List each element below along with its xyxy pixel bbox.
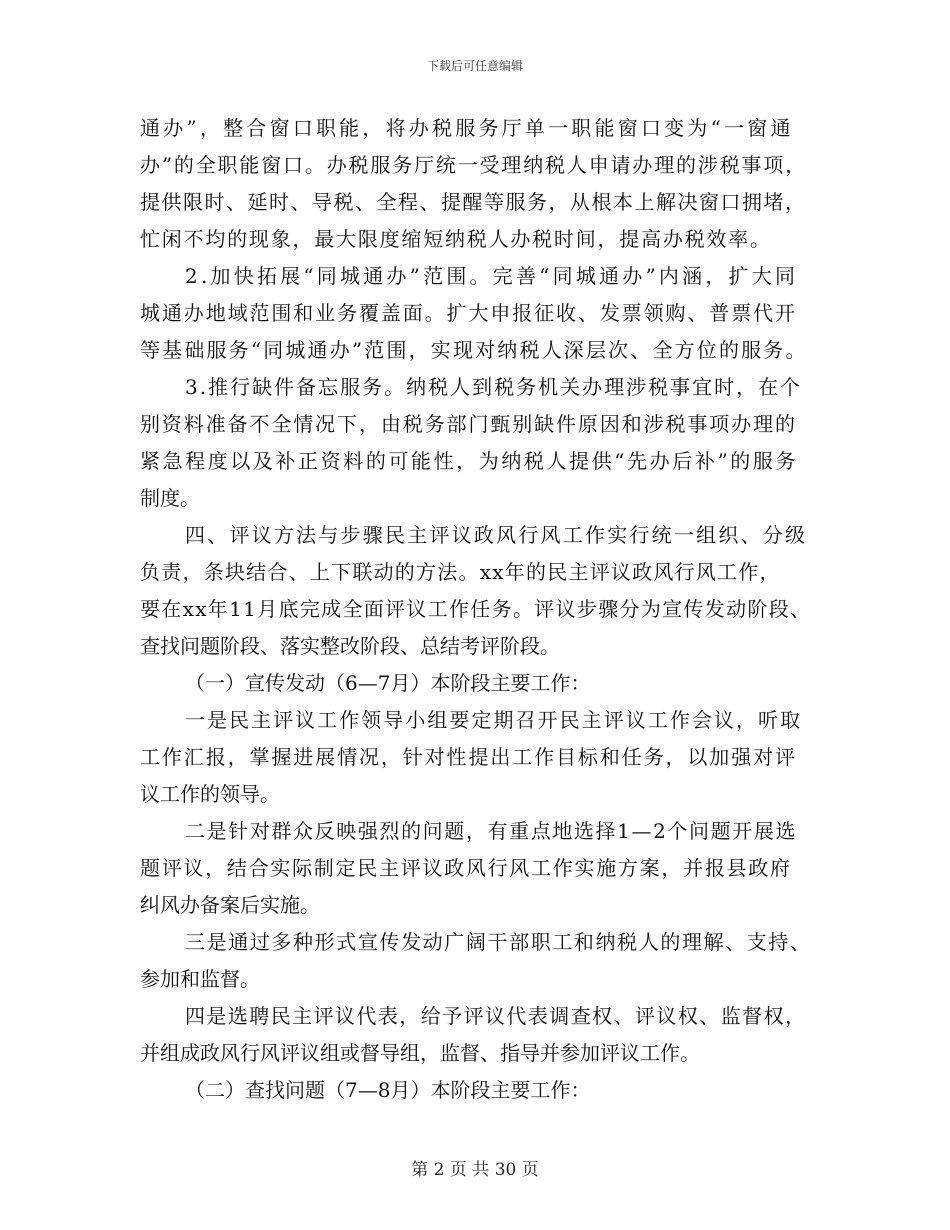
body-line: （一）宣传发动（6—7月）本阶段主要工作： [185, 671, 591, 695]
body-line: 议工作的领导。 [140, 782, 280, 806]
body-line: 纠风办备案后实施。 [140, 893, 320, 917]
body-line: 提供限时、延时、导税、全程、提醒等服务，从根本上解决窗口拥堵， [140, 190, 807, 214]
body-line: 别资料准备不全情况下，由税务部门甄别缺件原因和涉税事项办理的 [140, 412, 797, 436]
body-line: 负责，条块结合、上下联动的方法。xx年的民主评议政风行风工作， [140, 560, 781, 584]
body-line: 题评议，结合实际制定民主评议政风行风工作实施方案，并报县政府 [140, 856, 792, 880]
body-line: （二）查找问题（7—8月）本阶段主要工作： [185, 1078, 591, 1102]
body-line: 3.推行缺件备忘服务。纳税人到税务机关办理涉税事宜时，在个 [185, 375, 803, 399]
body-line: 通办”，整合窗口职能，将办税服务厅单一职能窗口变为“一窗通 [140, 116, 794, 140]
body-line: 四是选聘民主评议代表，给予评议代表调查权、评议权、监督权， [185, 1004, 807, 1028]
page-number: 第 2 页 共 30 页 [411, 1160, 539, 1180]
body-line: 一是民主评议工作领导小组要定期召开民主评议工作会议，听取 [185, 708, 803, 732]
body-line: 办”的全职能窗口。办税服务厅统一受理纳税人申请办理的涉税事项， [140, 153, 808, 177]
body-line: 等基础服务“同城通办”范围，实现对纳税人深层次、全方位的服务。 [140, 338, 808, 362]
body-line: 要在xx年11月底完成全面评议工作任务。评议步骤分为宣传发动阶段、 [140, 597, 812, 621]
body-line: 工作汇报，掌握进展情况，针对性提出工作目标和任务，以加强对评 [140, 745, 797, 769]
body-line: 并组成政风行风评议组或督导组，监督、指导并参加评议工作。 [140, 1041, 700, 1065]
body-line: 城通办地域范围和业务覆盖面。扩大申报征收、发票领购、普票代开 [140, 301, 797, 325]
body-line: 三是通过多种形式宣传发动广阔干部职工和纳税人的理解、支持、 [185, 930, 812, 954]
body-line: 制度。 [140, 486, 200, 510]
body-line: 2.加快拓展“同城通办”范围。完善“同城通办”内涵，扩大同 [185, 264, 799, 288]
body-line: 忙闲不均的现象，最大限度缩短纳税人办税时间，提高办税效率。 [140, 227, 772, 251]
page-header: 下载后可任意编辑 [426, 59, 523, 73]
body-line: 查找问题阶段、落实整改阶段、总结考评阶段。 [140, 634, 560, 658]
body-line: 参加和监督。 [140, 967, 260, 991]
body-line: 二是针对群众反映强烈的问题，有重点地选择1—2个问题开展选 [185, 819, 798, 843]
body-line: 四、评议方法与步骤民主评议政风行风工作实行统一组织、分级 [185, 523, 808, 547]
body-line: 紧急程度以及补正资料的可能性，为纳税人提供“先办后补”的服务 [140, 449, 799, 473]
